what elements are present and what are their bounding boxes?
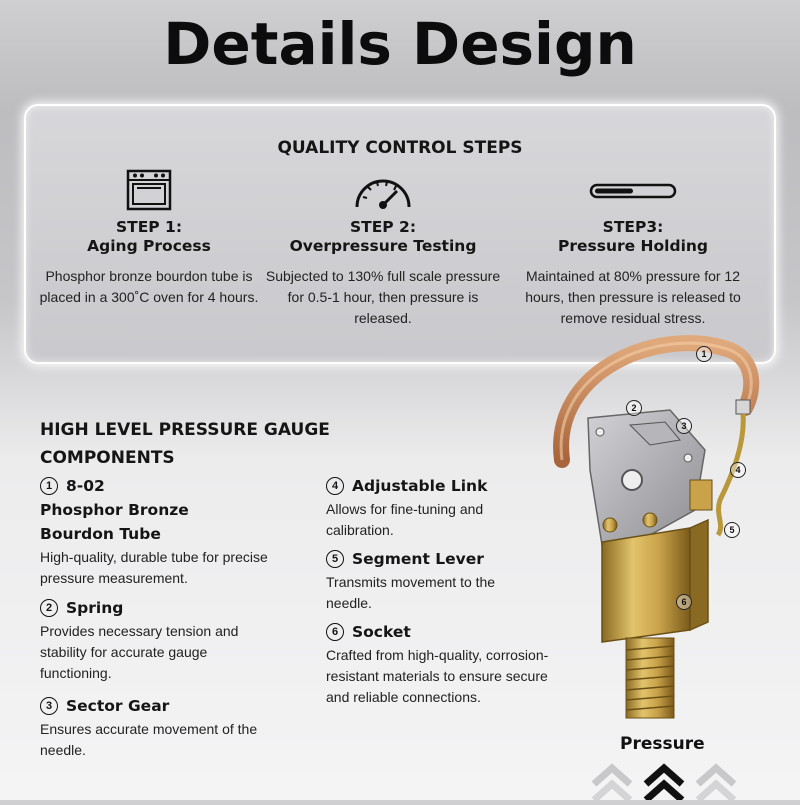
step-overpressure-testing [258, 168, 508, 329]
gauge-meter-icon [258, 168, 508, 212]
pressure-label: Pressure [620, 734, 705, 754]
component-title: Spring [66, 599, 124, 617]
component-description: Ensures accurate movement of the needle. [40, 721, 258, 758]
component-title: Socket [352, 623, 411, 641]
pressure-bar-icon [508, 168, 758, 212]
step-3-label: STEP3: [602, 218, 664, 236]
components-heading: HIGH LEVEL PRESSURE GAUGE COMPONENTS [40, 420, 330, 468]
callout-2: 2 [626, 400, 642, 416]
gauge-mechanism-image [540, 330, 780, 735]
number-badge: 5 [326, 550, 344, 568]
component-description: Allows for fine-tuning and calibration. [326, 501, 484, 538]
quality-control-heading: QUALITY CONTROL STEPS [277, 138, 523, 158]
component-title: Segment Lever [352, 550, 484, 568]
component-description: Transmits movement to the needle. [326, 574, 496, 611]
number-badge: 2 [40, 599, 58, 617]
callout-1: 1 [696, 346, 712, 362]
component-title: Sector Gear [66, 697, 170, 715]
component-spring [40, 596, 300, 684]
step-1-label: STEP 1: [115, 218, 183, 236]
number-badge: 3 [40, 697, 58, 715]
callout-3: 3 [676, 418, 692, 434]
number-badge: 4 [326, 477, 344, 495]
up-arrows-icon [590, 758, 750, 805]
step-pressure-holding [508, 168, 758, 329]
callout-4: 4 [730, 462, 746, 478]
component-sector-gear [40, 694, 300, 761]
callout-6: 6 [676, 594, 692, 610]
component-subtitle: Phosphor Bronze Bourdon Tube [40, 501, 189, 543]
page-title: Details Design [163, 10, 637, 78]
step-aging-process [24, 168, 274, 308]
component-description: Provides necessary tension and stability for accurate gauge functioning. [40, 623, 239, 681]
step-1-description: Phosphor bronze bourdon tube is placed in a 300˚C oven for 4 hours. [39, 268, 259, 305]
oven-icon [24, 168, 274, 212]
number-badge: 1 [40, 477, 58, 495]
step-2-label: STEP 2: [349, 218, 417, 236]
component-description: Crafted from high-quality, corrosion-resistant materials to ensure secure and reliable connections. [326, 647, 549, 705]
step-1-name: Aging Process [87, 237, 211, 255]
number-badge: 6 [326, 623, 344, 641]
step-3-name: Pressure Holding [557, 237, 709, 255]
step-2-description: Subjected to 130% full scale pressure for 0.5-1 hour, then pressure is released. [265, 268, 501, 326]
quality-control-panel [24, 104, 776, 364]
component-bourdon-tube [40, 474, 300, 589]
component-description: High-quality, durable tube for precise pressure measurement. [40, 549, 268, 586]
step-2-name: Overpressure Testing [289, 237, 477, 255]
step-3-description: Maintained at 80% pressure for 12 hours, then pressure is released to remove residual stress. [525, 268, 741, 326]
component-title: 8-02 [66, 477, 105, 495]
component-title: Adjustable Link [352, 477, 488, 495]
callout-5: 5 [724, 522, 740, 538]
